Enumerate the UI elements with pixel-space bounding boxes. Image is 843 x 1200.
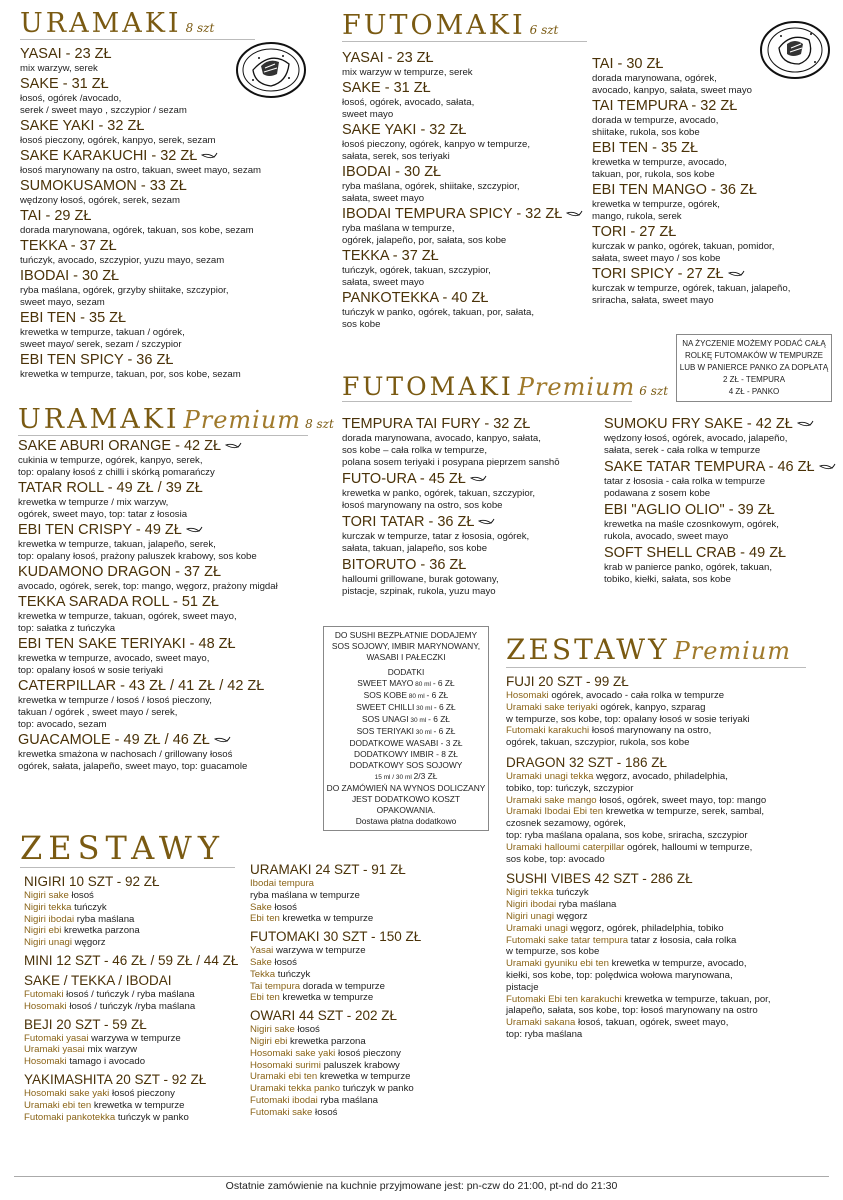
menu-item (592, 98, 837, 139)
menu-item (20, 148, 320, 177)
item-description: wędzony łosoś, ogórek, avocado, jalapeño, (604, 433, 788, 444)
set-line: Ebi ten krewetka w tempurze (250, 913, 374, 925)
set-item (24, 1072, 249, 1123)
set-line: Futomaki ibodai ryba maślana (250, 1094, 378, 1106)
item-description: krab w panierce panko, ogórek, takuan, (604, 562, 772, 573)
set-line: w tempurze, sos kobe (506, 946, 600, 958)
item-name: TAI - 29 ZŁ (20, 208, 92, 224)
zestawy-title: ZESTAWY (20, 829, 225, 867)
item-description: tuńczyk, ogórek, takuan, szczypior, (342, 265, 491, 276)
item-description: dorada marynowana, avocado, kanpyo, sałata, (342, 433, 541, 444)
extras-line: DODATKOWY IMBIR - 8 ZŁ (354, 749, 458, 759)
set-line: sos kobe, top: avocado (506, 853, 605, 865)
futomaki-premium-title: FUTOMAKI Premium 6 szt (342, 372, 669, 401)
set-line: Uramaki halloumi caterpillar ogórek, halloumi w tempurze, (506, 841, 753, 853)
set-line: Uramaki unagi tekka węgorz, avocado, philadelphia, (506, 770, 728, 782)
zestawy-section (20, 829, 240, 868)
item-description: krewetka w tempurze, takuan, jalapeño, serek, (18, 539, 216, 550)
item-description: tuńczyk, avocado, szczypior, yuzu mayo, sezam (20, 255, 225, 266)
item-description: halloumi grillowane, burak gotowany, (342, 574, 499, 585)
set-line: top: ryba maślana opalana, sos kobe, sriracha, szczypior (506, 829, 748, 841)
item-description: tuńczyk w panko, ogórek, takuan, por, sałata, (342, 307, 534, 318)
title-rule (20, 39, 255, 40)
item-description: top: opalany łosoś z chilli i skórką pomarańczy (18, 467, 215, 478)
zestawy-column-1 (24, 874, 249, 1127)
futomaki-section (342, 12, 832, 42)
menu-item (604, 459, 839, 500)
menu-item (342, 471, 602, 512)
menu-item (18, 678, 338, 731)
item-description: mix warzyw w tempurze, serek (342, 67, 473, 78)
chili-pepper-icon (727, 270, 745, 278)
menu-item (18, 636, 338, 677)
chili-pepper-icon (818, 463, 836, 471)
menu-item (604, 502, 839, 543)
set-line: Hosomaki surimi paluszek krabowy (250, 1059, 400, 1071)
item-description: krewetka w tempurze, takuan / ogórek, (20, 327, 185, 338)
set-name: OWARI 44 SZT - 202 ZŁ (250, 1008, 398, 1024)
set-item (24, 1017, 249, 1068)
set-line: Nigiri ibodai ryba maślana (24, 913, 135, 925)
set-line: Tekka tuńczyk (250, 968, 311, 980)
set-line: top: ryba maślana (506, 1028, 583, 1040)
uramaki-premium-title: URAMAKI Premium 8 szt (18, 404, 334, 435)
menu-item (592, 224, 837, 265)
item-name: GUACAMOLE - 49 ZŁ / 46 ZŁ (18, 732, 338, 749)
item-name: IBODAI - 30 ZŁ (342, 164, 442, 180)
extras-line: SOS TERIYAKI 30 ml - 6 ZŁ (356, 726, 456, 736)
set-line: Futomaki yasai warzywa w tempurze (24, 1032, 181, 1044)
chili-pepper-icon (477, 518, 495, 526)
item-description: tobiko, kiełki, sałata, sos kobe (604, 574, 731, 585)
set-line: Nigiri sake łosoś (250, 1024, 320, 1036)
item-name: KUDAMONO DRAGON - 37 ZŁ (18, 564, 222, 580)
item-name: TORI TATAR - 36 ZŁ (342, 514, 602, 531)
item-description: krewetka na maśle czosnkowym, ogórek, (604, 519, 779, 530)
menu-item (20, 46, 320, 75)
set-line: ogórek, takuan, szczypior, rukola, sos kobe (506, 737, 690, 749)
set-line: Futomaki karakuchi łosoś marynowany na ostro, (506, 725, 712, 737)
item-description: krewetka w tempurze, avocado, (592, 157, 727, 168)
item-description: takuan / ogórek , sweet mayo / serek, (18, 707, 178, 718)
item-name: TORI SPICY - 27 ZŁ (592, 266, 837, 283)
item-description: krewetka w panko, ogórek, takuan, szczypior, (342, 488, 536, 499)
uramaki-section (20, 10, 320, 382)
item-description: ryba maślana w tempurze, (342, 223, 455, 234)
item-description: kurczak w panko, ogórek, takuan, pomidor, (592, 241, 775, 252)
set-line: Uramaki gyuniku ebi ten krewetka w tempurze, avocado, (506, 958, 747, 970)
set-line: czosnek sezamowy, ogórek, (506, 818, 626, 830)
set-line: Futomaki łosoś / tuńczyk / ryba maślana (24, 988, 195, 1000)
set-line: Nigiri ebi krewetka parzona (250, 1035, 366, 1047)
set-line: Sake łosoś (250, 956, 297, 968)
menu-item (20, 238, 320, 267)
item-name: BITORUTO - 36 ZŁ (342, 557, 467, 573)
set-name: YAKIMASHITA 20 SZT - 92 ZŁ (24, 1071, 207, 1087)
chili-pepper-icon (796, 420, 814, 428)
set-line: Nigiri unagi węgorz (24, 937, 106, 949)
item-description: ogórek, jalapeño, por, sałata, sos kobe (342, 235, 507, 246)
item-description: rukola, avocado, sweet mayo (604, 531, 729, 542)
set-item (250, 1008, 490, 1118)
item-description: top: opalany łosoś w sosie teriyaki (18, 665, 164, 676)
item-description: dorada marynowana, ogórek, takuan, sos kobe, sezam (20, 225, 254, 236)
item-name: SAKE - 31 ZŁ (20, 76, 109, 92)
set-name: DRAGON 32 SZT - 186 ZŁ (506, 754, 668, 770)
set-line: Hosomaki tamago i avocado (24, 1056, 146, 1068)
futomaki-premium-section (342, 372, 669, 402)
set-line: Ebi ten krewetka w tempurze (250, 992, 374, 1004)
menu-item (604, 416, 839, 457)
title-rule (342, 41, 587, 42)
set-line: Uramaki yasai mix warzyw (24, 1044, 138, 1056)
item-name: CATERPILLAR - 43 ZŁ / 41 ZŁ / 42 ZŁ (18, 678, 265, 694)
set-line: Futomaki sake tatar tempura tatar z łososia, cała rolka (506, 934, 737, 946)
set-line: Sake łosoś (250, 901, 297, 913)
set-name: SUSHI VIBES 42 SZT - 286 ZŁ (506, 871, 693, 887)
menu-item (18, 480, 338, 521)
item-description: sałata, serek - cała rolka w tempurze (604, 445, 761, 456)
set-line: Ibodai tempura (250, 878, 314, 889)
set-line: jalapeño, sałata, sos kobe, top: łosoś marynowany na ostro (506, 1005, 758, 1017)
item-name: SUMOKU FRY SAKE - 42 ZŁ (604, 416, 839, 433)
item-name: EBI TEN MANGO - 36 ZŁ (592, 182, 757, 198)
menu-item (592, 182, 837, 223)
item-description: krewetka w tempurze, avocado, sweet mayo, (18, 653, 210, 664)
item-name: PANKOTEKKA - 40 ZŁ (342, 290, 489, 306)
item-description: sałata, sweet mayo (342, 277, 425, 288)
set-line: tobiko, top: tuńczyk, szczypior (506, 782, 634, 794)
item-name: EBI TEN SPICY - 36 ZŁ (20, 352, 174, 368)
item-description: krewetka smażona w nachosach / grillowany łosoś (18, 749, 233, 760)
item-description: ryba maślana, ogórek, shiitake, szczypior, (342, 181, 520, 192)
set-line: Uramaki ebi ten krewetka w tempurze (24, 1099, 185, 1111)
item-description: shiitake, rukola, sos kobe (592, 127, 700, 138)
item-description: cukinia w tempurze, ogórek, kanpyo, serek, (18, 455, 203, 466)
chili-pepper-icon (565, 210, 583, 218)
item-description: mango, rukola, serek (592, 211, 682, 222)
item-description: łosoś pieczony, ogórek, kanpyo w tempurze, (342, 139, 531, 150)
futomaki-right-column (592, 56, 837, 308)
item-description: łosoś pieczony, ogórek, kanpyo, serek, sezam (20, 135, 216, 146)
menu-item (342, 164, 582, 205)
set-line: Nigiri unagi węgorz (506, 910, 588, 922)
set-name: SAKE / TEKKA / IBODAI (24, 972, 172, 988)
item-description: ogórek, sałata, jalapeño, sweet mayo, top: guacamole (18, 761, 248, 772)
set-line: w tempurze, sos kobe, top: opalany łosoś w sosie teriyaki (506, 713, 750, 725)
chili-pepper-icon (185, 526, 203, 534)
set-name: BEJI 20 SZT - 59 ZŁ (24, 1016, 147, 1032)
item-description: krewetka w tempurze / mix warzyw, (18, 497, 169, 508)
set-line: Futomaki Ebi ten karakuchi krewetka w tempurze, takuan, por, (506, 993, 771, 1005)
chili-pepper-icon (469, 475, 487, 483)
set-line: Futomaki sake łosoś (250, 1106, 338, 1118)
item-description: dorada w tempurze, avocado, (592, 115, 719, 126)
zestawy-premium-title: ZESTAWY Premium (506, 633, 792, 666)
menu-item (20, 178, 320, 207)
futomaki-left-column (342, 50, 582, 332)
set-item (250, 862, 490, 925)
uramaki-premium-section (18, 406, 338, 774)
item-description: krewetka w tempurze / łosoś / łosoś pieczony, (18, 695, 212, 706)
item-description: wędzony łosoś, ogórek, serek, sezam (20, 195, 180, 206)
set-line: Futomaki pankotekka tuńczyk w panko (24, 1111, 189, 1123)
set-line: Hosomaki sake yaki łosoś pieczony (24, 1087, 175, 1099)
menu-item (18, 564, 338, 593)
item-description: sałata, serek, sos teriyaki (342, 151, 450, 162)
set-line: Yasai warzywa w tempurze (250, 945, 366, 957)
menu-item (20, 310, 320, 351)
item-name: SAKE - 31 ZŁ (342, 80, 431, 96)
item-description: sałata, takuan, jalapeño, sos kobe (342, 543, 488, 554)
set-line: kiełki, sos kobe, top: polędwica wołowa marynowana, (506, 969, 733, 981)
item-name: TEKKA - 37 ZŁ (342, 248, 439, 264)
menu-item (604, 545, 839, 586)
item-name: EBI TEN - 35 ZŁ (20, 310, 127, 326)
item-name: TAI - 30 ZŁ (592, 56, 664, 72)
item-description: sweet mayo/ serek, sezam / szczypior (20, 339, 182, 350)
uramaki-title: URAMAKI 8 szt (20, 8, 215, 39)
set-line: Nigiri ibodai ryba maślana (506, 899, 617, 911)
menu-item (592, 140, 837, 181)
item-description: łosoś, ogórek /avocado, (20, 93, 122, 104)
set-line: Tai tempura dorada w tempurze (250, 980, 385, 992)
item-description: top: avocado, sezam (18, 719, 107, 730)
set-line: Nigiri ebi krewetka parzona (24, 925, 140, 937)
title-rule (506, 667, 806, 668)
item-description: łosoś marynowany na ostro, sos kobe (342, 500, 503, 511)
item-name: TAI TEMPURA - 32 ZŁ (592, 98, 738, 114)
item-description: serek / sweet mayo , szczypior / sezam (20, 105, 187, 116)
item-description: avocado, kanpyo, sałata, sweet mayo (592, 85, 752, 96)
set-line: Hosomaki ogórek, avocado - cała rolka w tempurze (506, 690, 725, 701)
footer-rule (14, 1176, 829, 1177)
item-description: kurczak w tempurze, ogórek, takuan, jalapeño, (592, 283, 791, 294)
item-description: ogórek, sweet mayo, top: tatar z łososia (18, 509, 188, 520)
menu-item (20, 352, 320, 381)
extras-box: DO SUSHI BEZPŁATNIE DODAJEMY SOS SOJOWY, IMBIR MARYNOWANY, WASABI I PAŁECZKI DODATKI SWEET MAYO 80 ml - 6 ZŁ SOS KOBE 80 ml - 6 ZŁ SWEET CHILLI 30 ml - 6 ZŁ SOS UNAGI 30 ml - 6 ZŁ SOS TERIYAKI 30 ml - 6 ZŁ DODATKOWE WASABI - 3 ZŁ DODATKOWY IMBIR - 8 ZŁ DODATKOWY SOS SOJOWY 15 ml / 30 ml 2/3 ZŁ DO ZAMÓWIEŃ NA WYNOS DOLICZANY JEST DODATKOWO KOSZT OPAKOWANIA. Dostawa płatna dodatkowo (323, 626, 489, 831)
set-line: Uramaki sakana łosoś, takuan, ogórek, sweet mayo, (506, 1017, 729, 1029)
set-line: Uramaki sake mango łosoś, ogórek, sweet mayo, top: mango (506, 794, 767, 806)
chili-pepper-icon (224, 442, 242, 450)
menu-item (20, 268, 320, 309)
menu-item (20, 76, 320, 117)
menu-item (342, 290, 582, 331)
item-description: top: opalany łosoś, prażony paluszek krabowy, sos kobe (18, 551, 257, 562)
menu-item (592, 266, 837, 307)
chili-pepper-icon (213, 736, 231, 744)
item-description: top: sałatka z tuńczyka (18, 623, 116, 634)
item-description: tatar z łososia - cała rolka w tempurze (604, 476, 766, 487)
item-name: TEMPURA TAI FURY - 32 ZŁ (342, 416, 531, 432)
item-name: SAKE YAKI - 32 ZŁ (342, 122, 467, 138)
item-name: SUMOKUSAMON - 33 ZŁ (20, 178, 187, 194)
menu-item (342, 80, 582, 121)
item-description: avocado, ogórek, serek, top: mango, węgorz, prażony migdał (18, 581, 278, 592)
futomaki-coating-note: NA ŻYCZENIE MOŻEMY PODAĆ CAŁĄ ROLKĘ FUTOMAKÓW W TEMPURZE LUB W PANIERCE PANKO ZA DOPŁATĄ 2 ZŁ - TEMPURA 4 ZŁ - PANKO (676, 334, 832, 402)
set-name: FUTOMAKI 30 SZT - 150 ZŁ (250, 929, 422, 945)
set-line: ryba maślana w tempurze (250, 889, 360, 901)
item-name: EBI TEN CRISPY - 49 ZŁ (18, 522, 338, 539)
extras-line: SOS UNAGI 30 ml - 6 ZŁ (362, 714, 450, 724)
title-rule (342, 401, 632, 402)
item-name: TORI - 27 ZŁ (592, 224, 677, 240)
set-line: Uramaki ebi ten krewetka w tempurze (250, 1071, 411, 1083)
item-description: ryba maślana, ogórek, grzyby shiitake, szczypior, (20, 285, 229, 296)
set-line: Hosomaki łosoś / tuńczyk /ryba maślana (24, 1000, 196, 1012)
item-description: krewetka w tempurze, takuan, por, sos kobe, sezam (20, 369, 241, 380)
menu-item (342, 416, 602, 469)
title-rule (18, 435, 308, 436)
menu-item (342, 514, 602, 555)
zestawy-premium-section (506, 633, 836, 1047)
item-description: sałata, sweet mayo (342, 193, 425, 204)
item-description: łosoś, ogórek, avocado, sałata, (342, 97, 475, 108)
title-rule (20, 867, 235, 868)
menu-item (342, 206, 582, 247)
item-name: SOFT SHELL CRAB - 49 ZŁ (604, 545, 787, 561)
extras-line: SWEET CHILLI 30 ml - 6 ZŁ (356, 702, 456, 712)
set-line: Uramaki tekka panko tuńczyk w panko (250, 1083, 414, 1095)
item-name: SAKE YAKI - 32 ZŁ (20, 118, 145, 134)
item-name: IBODAI TEMPURA SPICY - 32 ZŁ (342, 206, 582, 223)
item-name: YASAI - 23 ZŁ (342, 50, 434, 66)
item-description: krewetka w tempurze, ogórek, (592, 199, 720, 210)
set-line: Hosomaki sake yaki łosoś pieczony (250, 1047, 401, 1059)
item-description: łosoś marynowany na ostro, takuan, sweet mayo, sezam (20, 165, 262, 176)
menu-item (20, 208, 320, 237)
set-item (506, 755, 836, 865)
item-description: sriracha, sałata, sweet mayo (592, 295, 714, 306)
set-item (24, 874, 249, 949)
menu-item (18, 438, 338, 479)
set-item (506, 674, 836, 749)
menu-item (20, 118, 320, 147)
item-name: TEKKA SARADA ROLL - 51 ZŁ (18, 594, 219, 610)
item-name: SAKE ABURI ORANGE - 42 ZŁ (18, 438, 338, 455)
menu-item (18, 594, 338, 635)
extras-line: DODATKOWE WASABI - 3 ZŁ (349, 738, 463, 748)
item-description: sweet mayo (342, 109, 394, 120)
item-name: EBI TEN SAKE TERIYAKI - 48 ZŁ (18, 636, 236, 652)
set-item (506, 871, 836, 1040)
chili-pepper-icon (200, 152, 218, 160)
last-order-info: Ostatnie zamówienie na kuchnie przyjmowane jest: pn-czw do 21:00, pt-nd do 21:30 (225, 1180, 618, 1192)
menu-item (592, 56, 837, 97)
futomaki-premium-right-column (604, 416, 839, 588)
zestawy-column-2 (250, 862, 490, 1123)
item-name: TEKKA - 37 ZŁ (20, 238, 117, 254)
extras-line: DODATKOWY SOS SOJOWY (349, 760, 463, 770)
set-item (250, 929, 490, 1004)
item-description: dorada marynowana, ogórek, (592, 73, 717, 84)
item-name: SAKE TATAR TEMPURA - 46 ZŁ (604, 459, 839, 476)
item-description: mix warzyw, serek (20, 63, 98, 74)
set-line: pistacje (506, 981, 539, 993)
item-description: sos kobe (342, 319, 381, 330)
set-item (24, 973, 249, 1013)
item-description: podawana z sosem kobe (604, 488, 711, 499)
item-name: EBI TEN - 35 ZŁ (592, 140, 699, 156)
set-name: MINI 12 SZT - 46 ZŁ / 59 ZŁ / 44 ZŁ (24, 952, 239, 968)
set-name: FUJI 20 SZT - 99 ZŁ (506, 674, 629, 689)
menu-item (342, 557, 602, 598)
item-description: sos kobe – cała rolka w tempurze, (342, 445, 488, 456)
menu-item (18, 522, 338, 563)
extras-line: 15 ml / 30 ml 2/3 ZŁ (374, 771, 438, 781)
item-name: IBODAI - 30 ZŁ (20, 268, 120, 284)
item-description: sweet mayo, sezam (20, 297, 105, 308)
futomaki-premium-left-column (342, 416, 602, 600)
set-line: Nigiri tekka tuńczyk (506, 887, 589, 899)
item-description: pistacje, szpinak, rukola, yuzu mayo (342, 586, 496, 597)
item-name: YASAI - 23 ZŁ (20, 46, 112, 62)
futomaki-title: FUTOMAKI 6 szt (342, 10, 559, 41)
set-name: NIGIRI 10 SZT - 92 ZŁ (24, 874, 160, 889)
item-description: polana sosem teriyaki i posypana pieprzem sanshō (342, 457, 560, 468)
item-description: takuan, por, rukola, sos kobe (592, 169, 715, 180)
menu-item (18, 732, 338, 773)
set-item (24, 953, 249, 969)
set-line: Uramaki Ibodai Ebi ten krewetka w tempurze, serek, sambal, (506, 806, 765, 818)
item-name: SAKE KARAKUCHI - 32 ZŁ (20, 148, 320, 165)
menu-item (342, 122, 582, 163)
item-name: FUTO-URA - 45 ZŁ (342, 471, 602, 488)
menu-item (342, 50, 582, 79)
set-line: Nigiri sake łosoś (24, 890, 94, 901)
set-line: Uramaki sake teriyaki ogórek, kanpyo, szparag (506, 701, 706, 713)
item-name: EBI "AGLIO OLIO" - 39 ZŁ (604, 502, 775, 518)
item-name: TATAR ROLL - 49 ZŁ / 39 ZŁ (18, 480, 203, 496)
item-description: kurczak w tempurze, tatar z łososia, ogórek, (342, 531, 530, 542)
extras-line: SWEET MAYO 80 ml - 6 ZŁ (357, 678, 455, 688)
extras-line: SOS KOBE 80 ml - 6 ZŁ (363, 690, 449, 700)
set-name: URAMAKI 24 SZT - 91 ZŁ (250, 862, 406, 877)
menu-item (342, 248, 582, 289)
set-line: Nigiri tekka tuńczyk (24, 901, 107, 913)
set-line: Uramaki unagi węgorz, ogórek, philadelphia, tobiko (506, 922, 724, 934)
item-description: sałata, sweet mayo / sos kobe (592, 253, 721, 264)
item-description: krewetka w tempurze, takuan, ogórek, sweet mayo, (18, 611, 237, 622)
